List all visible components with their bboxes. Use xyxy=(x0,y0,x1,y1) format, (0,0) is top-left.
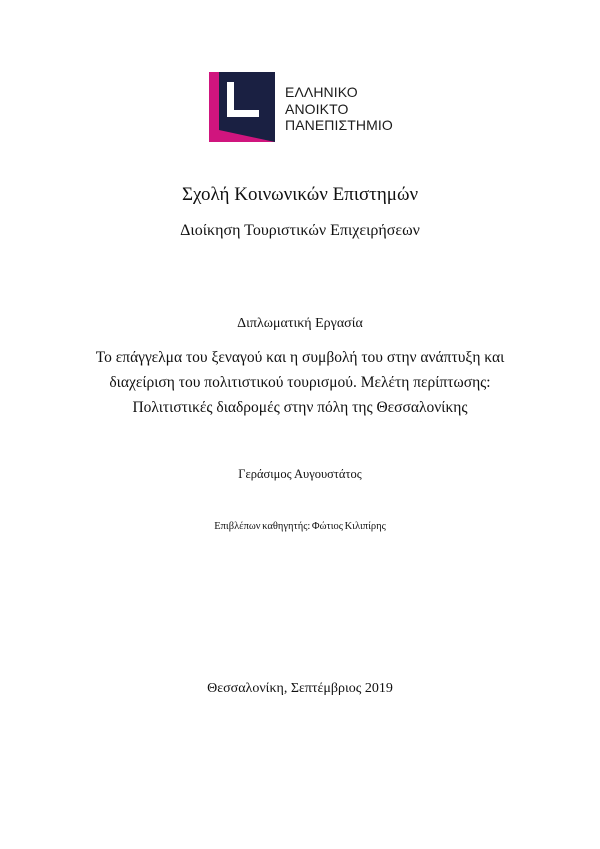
logo-line-2: ΑΝΟΙΚΤΟ xyxy=(285,100,349,117)
university-logo xyxy=(209,72,399,144)
logo-line-3: ΠΑΝΕΠΙΣΤΗΜΙΟ xyxy=(285,117,393,133)
author-name: Γεράσιμος Αυγουστάτος xyxy=(238,467,362,481)
place-and-date: Θεσσαλονίκη, Σεπτέμβριος 2019 xyxy=(207,681,393,696)
supervisor: Επιβλέπων καθηγητής: Φώτιος Κιλιπίρης xyxy=(214,521,386,532)
thesis-title xyxy=(0,345,600,420)
thesis-title-line-1: Το επάγγελμα του ξεναγού και η συμβολή του στην ανάπτυξη και xyxy=(95,349,505,366)
thesis-title-line-3: Πολιτιστικές διαδρομές στην πόλη της Θεσσαλονίκης xyxy=(132,399,468,416)
school-name: Σχολή Κοινωνικών Επιστημών xyxy=(181,184,419,205)
thesis-title-line-2: διαχείριση του πολιτιστικού τουρισμού. Μελέτη περίπτωσης: xyxy=(109,374,491,391)
logo-line-1: ΕΛΛΗΝΙΚΟ xyxy=(285,84,358,100)
logo-wordmark xyxy=(285,84,393,134)
department-name: Διοίκηση Τουριστικών Επιχειρήσεων xyxy=(180,222,420,239)
document-type: Διπλωματική Εργασία xyxy=(237,316,363,331)
university-emblem-icon xyxy=(209,72,279,144)
